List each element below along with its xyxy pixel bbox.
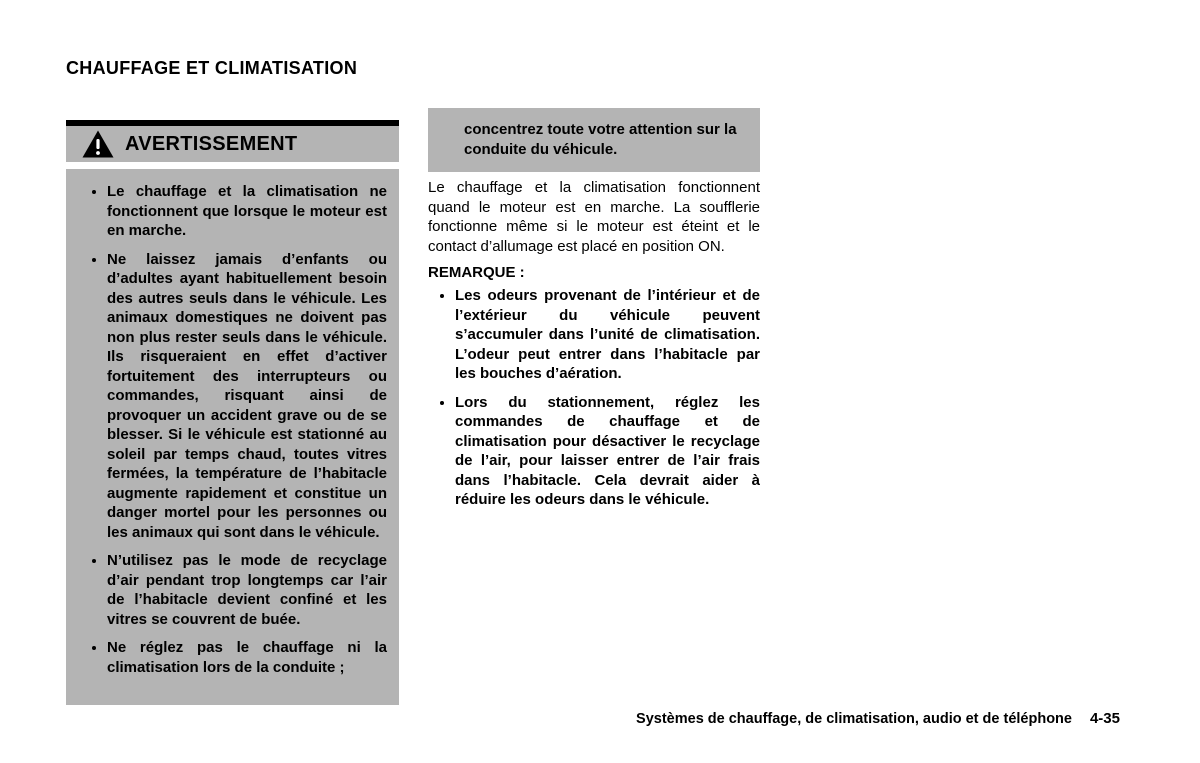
warning-bullet: • Ne laissez jamais d’enfants ou d’adultes ayant habituellement besoin des autres seuls dans le véhicule. Les animaux domestiques ne doivent pas non plus rester seuls dans le véhicule. Ils risqueraient en effet d’activer fortuitement des interrupteurs ou commandes, risquant ainsi de provoquer un accident grave ou de se blesser. Si le véhicule est stationné au soleil par temps chaud, toutes vitres fermées, la température de l’habitacle augmente rapidement et constitue un danger mortel pour les personnes ou les animaux qui sont dans le véhicule. bbox=[107, 250, 387, 543]
footer-section-title: Systèmes de chauffage, de climatisation, audio et de téléphone bbox=[636, 711, 1072, 727]
warning-header bbox=[66, 120, 399, 162]
note-heading: REMARQUE : bbox=[428, 264, 525, 281]
warning-header-label: AVERTISSEMENT bbox=[125, 132, 298, 155]
body-paragraph: Le chauffage et la climatisation fonctionnent quand le moteur est en marche. La soufflerie fonctionne même si le moteur est éteint et le contact d’allumage est placé en position ON. bbox=[428, 179, 760, 255]
warning-continuation-box: concentrez toute votre attention sur la conduite du véhicule. bbox=[428, 108, 760, 172]
page-title: CHAUFFAGE ET CLIMATISATION bbox=[66, 58, 358, 78]
footer-page-number: 4-35 bbox=[1089, 710, 1120, 727]
warning-bullet: • Ne réglez pas le chauffage ni la climatisation lors de la conduite ; bbox=[107, 638, 387, 677]
warning-body bbox=[66, 169, 399, 705]
footer bbox=[636, 710, 1120, 727]
warning-bullet-list bbox=[80, 182, 387, 677]
warning-triangle-icon bbox=[82, 130, 114, 158]
note-bullet: • Les odeurs provenant de l’intérieur et de l’extérieur du véhicule peuvent s’accumuler dans l’unité de climatisation. L’odeur peut entrer dans l’habitacle par les bouches d’aération. bbox=[455, 286, 760, 384]
warning-bullet: • Le chauffage et la climatisation ne fonctionnent que lorsque le moteur est en marche. bbox=[107, 182, 387, 241]
warning-bullet: • N’utilisez pas le mode de recyclage d’air pendant trop longtemps car l’air de l’habitacle devient confiné et les vitres se couvrent de buée. bbox=[107, 551, 387, 629]
note-bullet: • Lors du stationnement, réglez les commandes de chauffage et de climatisation pour désactiver le recyclage de l’air, pour laisser entrer de l’air frais dans l’habitacle. Cela devrait aider à réduire les odeurs dans le véhicule. bbox=[455, 393, 760, 510]
main-column bbox=[428, 178, 760, 519]
note-bullet-list bbox=[428, 286, 760, 510]
warning-box bbox=[66, 120, 399, 705]
